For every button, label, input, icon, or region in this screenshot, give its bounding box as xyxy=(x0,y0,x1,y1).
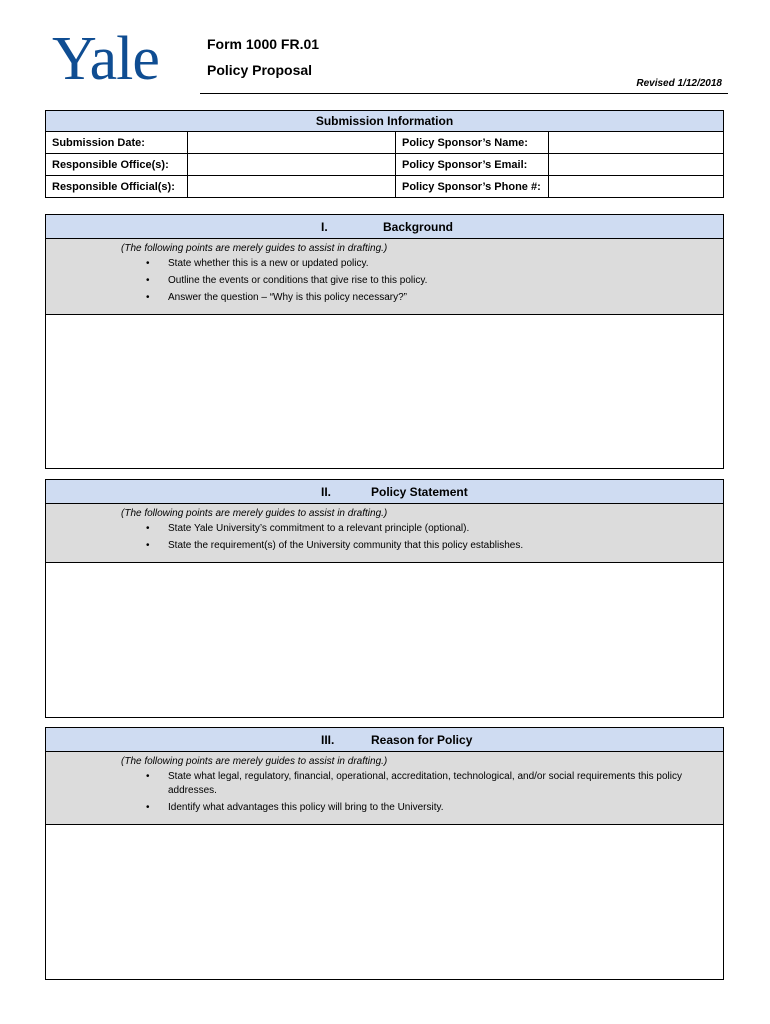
drafting-guide xyxy=(46,239,723,315)
list-item: • Outline the events or conditions that give rise to this policy. xyxy=(168,274,715,288)
section-title: Policy Statement xyxy=(371,485,468,499)
drafting-guide xyxy=(46,752,723,825)
section-header xyxy=(46,480,723,504)
responsible-office-label: Responsible Office(s): xyxy=(46,154,188,176)
list-item: • State Yale University’s commitment to a relevant principle (optional). xyxy=(168,522,715,536)
guide-intro: (The following points are merely guides to assist in drafting.) xyxy=(121,756,388,767)
header-divider xyxy=(200,93,728,94)
sponsor-phone-field[interactable] xyxy=(549,176,724,198)
guide-intro: (The following points are merely guides to assist in drafting.) xyxy=(121,243,388,254)
submission-table xyxy=(45,110,724,198)
submission-date-label: Submission Date: xyxy=(46,132,188,154)
list-item: • State whether this is a new or updated policy. xyxy=(168,257,715,271)
section-policy-statement xyxy=(45,479,724,718)
guide-intro: (The following points are merely guides to assist in drafting.) xyxy=(121,508,388,519)
sponsor-name-label: Policy Sponsor’s Name: xyxy=(396,132,549,154)
responsible-office-field[interactable] xyxy=(188,154,396,176)
list-item: • Identify what advantages this policy will bring to the University. xyxy=(168,801,715,815)
reason-answer-area[interactable] xyxy=(46,825,723,979)
section-number: II. xyxy=(321,485,332,499)
section-header xyxy=(46,215,723,239)
submission-date-field[interactable] xyxy=(188,132,396,154)
section-background xyxy=(45,214,724,469)
section-number: III. xyxy=(321,733,335,747)
list-item: • State what legal, regulatory, financial, operational, accreditation, technological, and/or social requirements this policy addresses. xyxy=(168,770,715,798)
sponsor-email-field[interactable] xyxy=(549,154,724,176)
table-row xyxy=(46,176,724,198)
sponsor-email-label: Policy Sponsor’s Email: xyxy=(396,154,549,176)
form-id: Form 1000 FR.01 xyxy=(207,36,320,52)
form-title: Policy Proposal xyxy=(207,62,313,78)
submission-title: Submission Information xyxy=(46,111,724,132)
section-number: I. xyxy=(321,220,328,234)
sponsor-phone-label: Policy Sponsor’s Phone #: xyxy=(396,176,549,198)
yale-logo: Yale xyxy=(52,25,159,93)
responsible-official-label: Responsible Official(s): xyxy=(46,176,188,198)
table-row xyxy=(46,154,724,176)
list-item: • Answer the question – “Why is this policy necessary?” xyxy=(168,291,715,305)
section-title: Background xyxy=(383,220,454,234)
drafting-guide xyxy=(46,504,723,563)
section-header xyxy=(46,728,723,752)
background-answer-area[interactable] xyxy=(46,315,723,468)
section-title: Reason for Policy xyxy=(371,733,473,747)
table-row xyxy=(46,132,724,154)
list-item: • State the requirement(s) of the University community that this policy establishes. xyxy=(168,539,715,553)
policy-statement-answer-area[interactable] xyxy=(46,563,723,717)
revised-date: Revised 1/12/2018 xyxy=(636,78,722,89)
responsible-official-field[interactable] xyxy=(188,176,396,198)
section-reason-for-policy xyxy=(45,727,724,980)
sponsor-name-field[interactable] xyxy=(549,132,724,154)
